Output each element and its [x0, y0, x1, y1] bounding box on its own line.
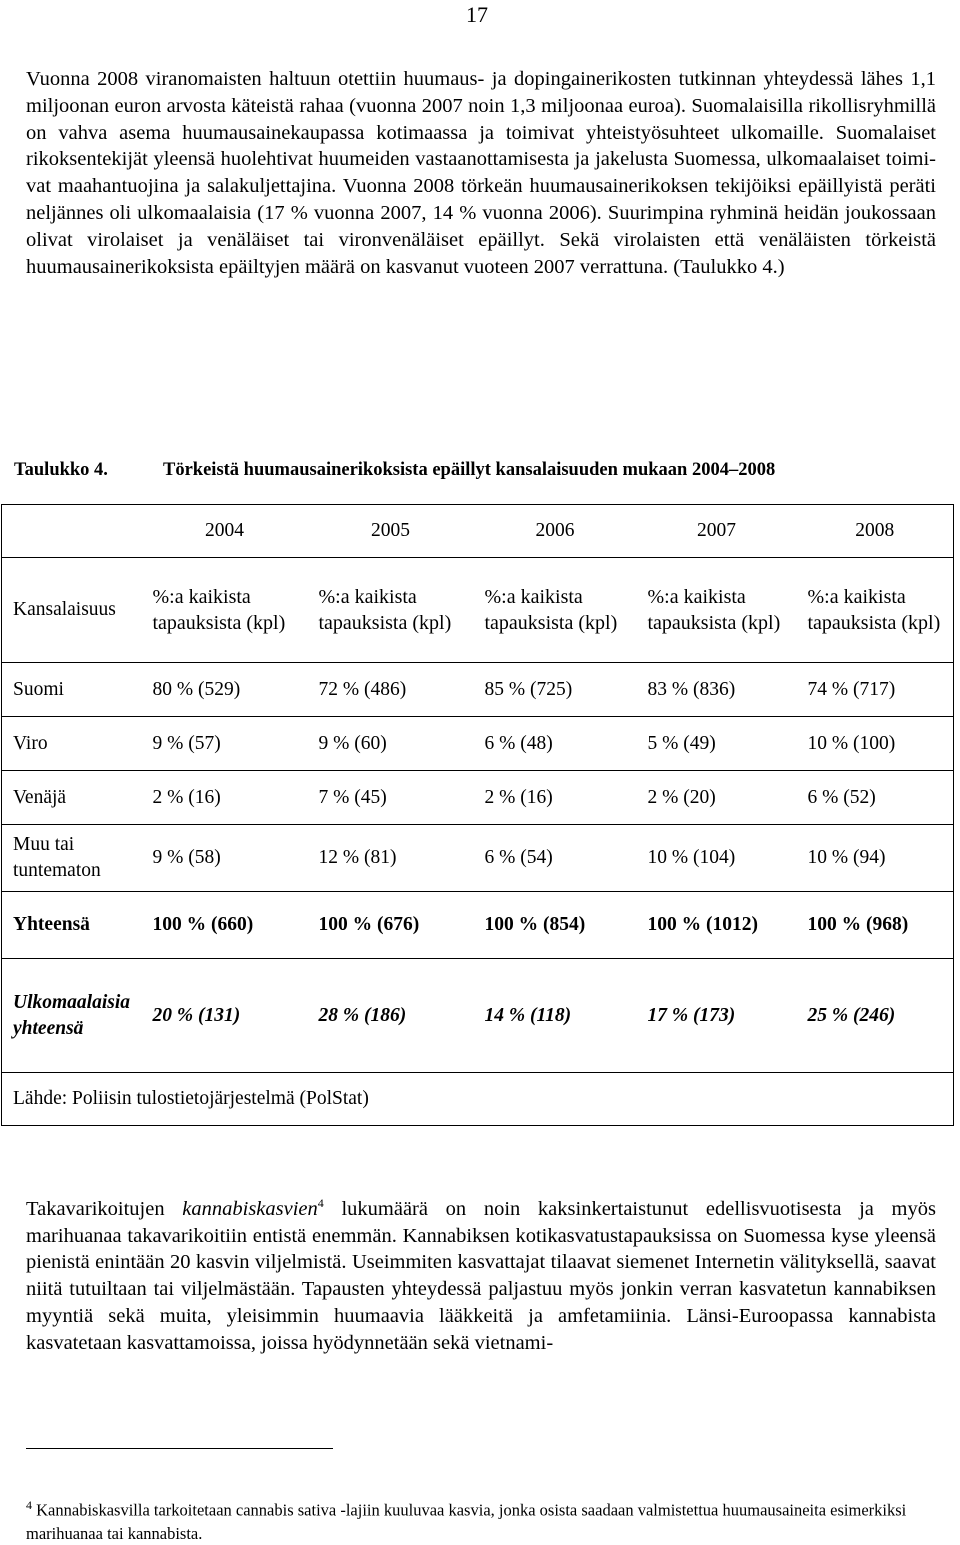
body-paragraph-1: Vuonna 2008 viranomaisten haltuun otettiin huumaus- ja dopingainerikosten tutkinnan yhteydessä lähes 1,1 miljoonan euron arvosta käteistä rahaa (vuonna 2007 noin 1,3 miljoonaa euroa). Suomalaisilla rikollisryhmillä on vahva asema huumausainekaupassa kotimaassa ja toimivat yhteistyösuhteet ulkomaille. Suomalaiset rikoksentekijät yleensä huolehtivat huumeiden vastaanottamisesta ja jakelusta Suomessa, ulkomaalaiset toimivat maahantuojina ja salakuljettajina. Vuonna 2008 törkeän huumausainerikoksen tekijöiksi epäillyistä peräti neljännes oli ulkomaalaisia (17 % vuonna 2007, 14 % vuonna 2006). Suurimpina ryhminä heidän joukossaan olivat virolaiset ja venäläiset tai vironvenäläiset epäillyt. Sekä virolaisten että venäläisten törkeistä huumausainerikoksista epäiltyjen määrä on kasvanut vuoteen 2007 verrattuna. (Taulukko 4.): [26, 68, 936, 278]
table-caption: [14, 460, 775, 481]
table-cell: 17 % (173): [637, 959, 797, 1073]
unit-label: %:a kaikista tapauksista (kpl): [797, 558, 954, 663]
page-number: 17: [466, 2, 488, 27]
year-header: 2008: [797, 505, 954, 558]
table-cell: 10 % (94): [797, 825, 954, 892]
row-label: Venäjä: [2, 771, 142, 825]
footnote-text: Kannabiskasvilla tarkoitetaan cannabis sativa -lajiin kuuluvaa kasvia, jonka osista saadaan valmistettua huumausaineita esimerkiksi marihuanaa tai kannabista.: [26, 1500, 907, 1543]
table-cell: 2 % (20): [637, 771, 797, 825]
table-row: [2, 771, 954, 825]
table-cell: 7 % (45): [308, 771, 474, 825]
table-cell: 100 % (660): [142, 892, 308, 959]
footnote: [26, 1494, 938, 1545]
row-label: Muu tai tuntematon: [2, 825, 142, 892]
table-cell: 6 % (48): [474, 717, 637, 771]
emphasis-term: kannabiskasvien: [182, 1197, 318, 1220]
table-cell: 28 % (186): [308, 959, 474, 1073]
unit-label: %:a kaikista tapauksista (kpl): [474, 558, 637, 663]
table-row: [2, 717, 954, 771]
table-cell: 9 % (57): [142, 717, 308, 771]
table-unit-header-row: [2, 558, 954, 663]
row-header-label: Kansalaisuus: [2, 558, 142, 663]
table-cell: 85 % (725): [474, 663, 637, 717]
table-cell: 9 % (60): [308, 717, 474, 771]
year-header: 2006: [474, 505, 637, 558]
unit-label: %:a kaikista tapauksista (kpl): [637, 558, 797, 663]
table-cell: 10 % (100): [797, 717, 954, 771]
table-corner-cell: [2, 505, 142, 558]
table-row: [2, 825, 954, 892]
table-cell: 14 % (118): [474, 959, 637, 1073]
year-header: 2005: [308, 505, 474, 558]
table-cell: 6 % (54): [474, 825, 637, 892]
table-row: [2, 663, 954, 717]
table-foreign-total-row: [2, 959, 954, 1073]
table-cell: 5 % (49): [637, 717, 797, 771]
unit-label: %:a kaikista tapauksista (kpl): [142, 558, 308, 663]
table-year-header-row: [2, 505, 954, 558]
table-source-row: [2, 1073, 954, 1126]
footnote-divider: [26, 1448, 333, 1449]
table-cell: 25 % (246): [797, 959, 954, 1073]
footnote-number: 4: [26, 1498, 32, 1512]
table-cell: 74 % (717): [797, 663, 954, 717]
unit-label: %:a kaikista tapauksista (kpl): [308, 558, 474, 663]
body-paragraph-2: [26, 1190, 936, 1357]
table-cell: 100 % (854): [474, 892, 637, 959]
paragraph2-lead: Takavarikoitujen: [26, 1197, 183, 1220]
footnote-reference[interactable]: 4: [317, 1196, 324, 1210]
table-total-row: [2, 892, 954, 959]
table-caption-label: Taulukko 4.: [14, 460, 108, 480]
table-cell: 100 % (676): [308, 892, 474, 959]
row-label: Yhteensä: [2, 892, 142, 959]
row-label: Viro: [2, 717, 142, 771]
table-cell: 2 % (16): [474, 771, 637, 825]
table-cell: 83 % (836): [637, 663, 797, 717]
table-source: Lähde: Poliisin tulostietojärjestelmä (PolStat): [2, 1073, 954, 1126]
row-label: Suomi: [2, 663, 142, 717]
table-cell: 12 % (81): [308, 825, 474, 892]
table-cell: 6 % (52): [797, 771, 954, 825]
table-cell: 72 % (486): [308, 663, 474, 717]
table-cell: 2 % (16): [142, 771, 308, 825]
row-label: Ulkomaalaisia yhteensä: [2, 959, 142, 1073]
table-cell: 10 % (104): [637, 825, 797, 892]
year-header: 2004: [142, 505, 308, 558]
table-caption-title: Törkeistä huumausainerikoksista epäillyt kansalaisuuden mukaan 2004–2008: [163, 460, 776, 480]
table-cell: 100 % (1012): [637, 892, 797, 959]
table-cell: 80 % (529): [142, 663, 308, 717]
table-cell: 100 % (968): [797, 892, 954, 959]
year-header: 2007: [637, 505, 797, 558]
paragraph2-rest: lukumäärä on noin kaksinkertaistunut edellisvuotisesta ja myös marihuanaa takavarikoitiin entistä enemmän. Kannabiksen kotikasvatustapauksissa on Suomessa kyse yleensä pienistä enintään 20 kasvin viljelmistä. Useimmiten kasvattajat tilaavat siemenet Internetin välityksellä, saavat niitä tutuiltaan tai viljelmästään. Tapausten yhteydessä paljastuu myös jonkin verran kasvatetun kannabiksen myyntiä sekä muita, yleisimmin huumaavia lääkkeitä ja amfetamiinia. Länsi-Euroopassa kannabista kasvatetaan kasvattamoissa, joissa hyödynnetään sekä vietnami-: [26, 1197, 936, 1354]
table-cell: 20 % (131): [142, 959, 308, 1073]
citizenship-table: [1, 504, 954, 1126]
table-cell: 9 % (58): [142, 825, 308, 892]
